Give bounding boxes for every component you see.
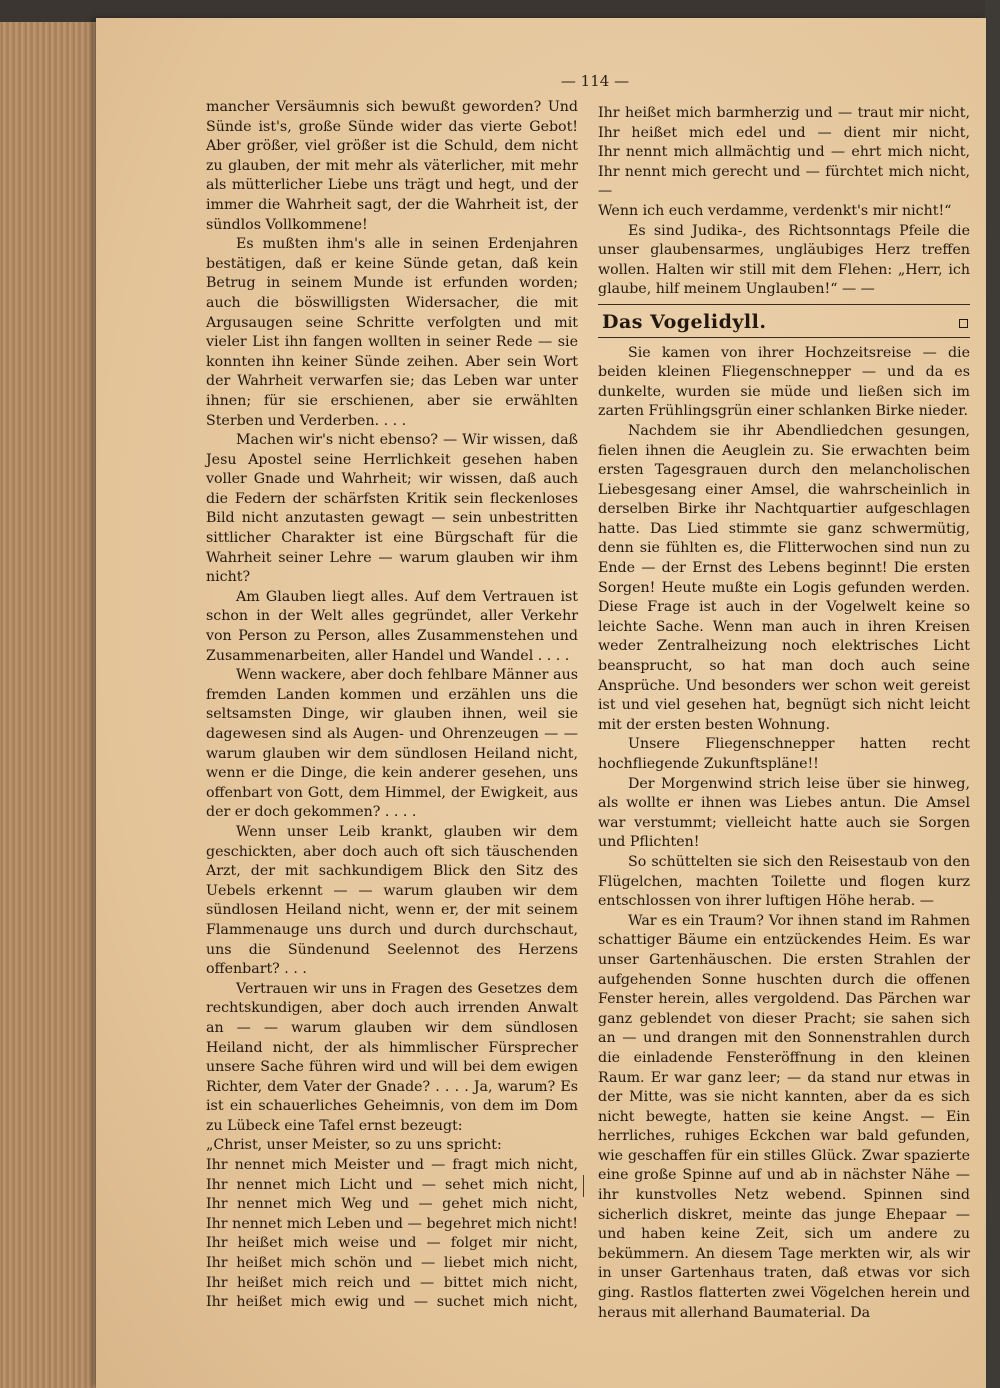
right-column [598, 104, 970, 1323]
paragraph: Es mußten ihm's alle in seinen Erdenjahren bestätigen, daß er keine Sünde getan, daß kein Betrug in seinem Munde ist erfunden worden; auch die böswilligsten Widersacher, die mit Argusaugen seine Schritte verfolgten und mit vieler List ihn fangen wollten in seiner Rede — sie konnten ihn keiner Sünde zeihen. Aber sein Wort der Wahrheit verwarfen sie; das Leben war unter ihnen; für sie erschienen, aber sie erwählten Sterben und Verderben. . . . [206, 236, 578, 429]
paragraph: Wenn wackere, aber doch fehlbare Männer aus fremden Landen kommen und erzählen uns die seltsamsten Dinge, wir glauben ihnen, weil sie dagewesen sind als Augen- und Ohrenzeugen — — warum glauben wir dem sündlosen Heiland nicht, wenn er die Dinge, die kein anderer gesehen, uns offenbart von Gott, dem Himmel, der Ewigkeit, aus der er doch gekommen? . . . . [206, 667, 578, 821]
verse-block [206, 1156, 578, 1313]
story-title [598, 309, 970, 335]
paragraph: Nachdem sie ihr Abendliedchen gesungen, fielen ihnen die Aeuglein zu. Sie erwachten beim ersten Tagesgrauen durch den melancholischen Liebesgesang einer Amsel, die wahrscheinlich in derselben Birke ihr Nachtquartier aufgeschlagen hatte. Das Lied stimmte sie ganz schwermütig, denn sie fühlten es, die Flitterwochen sind nun zu Ende — der Ernst des Lebens beginnt! Die ersten Sorgen! Heute mußte ein Logis gefunden werden. Diese Frage ist auch in der Vogelwelt keine so leichte Sache. Wenn man auch in ihren Kreisen weder Zentralheizung noch elektrisches Licht beansprucht, so hat man doch auch seine Ansprüche. Und besonders wer schon weit gereist ist und viel gesehen hat, begnügt sich nicht leicht mit der ersten besten Wohnung. [598, 422, 970, 733]
verse-block [598, 104, 970, 222]
verse-line: Ihr heißet mich edel und — dient mir nicht, [598, 124, 970, 141]
verse-line: Wenn ich euch verdamme, verdenkt's mir nicht!“ [598, 202, 952, 219]
verse-line: Ihr heißet mich schön und — liebet mich nicht, [206, 1255, 578, 1272]
paragraph: Unsere Fliegenschnepper hatten recht hochfliegende Zukunftspläne!! [598, 736, 970, 772]
paragraph: Am Glauben liegt alles. Auf dem Vertrauen ist schon in der Welt alles gegründet, aller Verkehr von Person zu Person, alles Zusammenstehen und Zusammenarbeiten, aller Handel und Wandel . . . . [206, 588, 578, 664]
section-divider [598, 337, 970, 338]
paragraph: Machen wir's nicht ebenso? — Wir wissen, daß Jesu Apostel seine Herrlichkeit gesehen haben voller Gnade und Wahrheit; wir wissen, daß auch die Federn der schärfsten Kritik sein fleckenloses Bild nicht anzutasten gewagt — sein unbestritten sittlicher Charakter ist eine Bürgschaft für die Wahrheit seiner Lehre — warum glauben wir ihm nicht? [206, 432, 578, 586]
paragraph: So schüttelten sie sich den Reisestaub von den Flügelchen, machten Toilette und flogen kurz entschlossen von ihrer luftigen Höhe herab. — [598, 853, 970, 910]
verse-line: Ihr nennt mich allmächtig und — ehrt mich nicht, [598, 144, 970, 161]
paragraph: Der Morgenwind strich leise über sie hinweg, als wollte er ihnen was Liebes antun. Die Amsel war verstummt; vielleicht hatte auch sie Sorgen und Pflichten! [598, 775, 970, 851]
verse-line: Ihr heißet mich ewig und — suchet mich nicht, [206, 1294, 578, 1311]
verse-line: Ihr heißet mich weise und — folget mir nicht, [206, 1235, 578, 1252]
verse-line: Ihr heißet mich barmherzig und — traut mir nicht, [598, 105, 970, 121]
closing-paragraph: Es sind Judika-, des Richtsonntags Pfeile die unser glaubensarmes, ungläubiges Herz treffen wollen. Halten wir still mit dem Flehen: „Herr, ich glaube, hilf meinem Unglauben!“ — — [598, 222, 970, 298]
paragraph: mancher Versäumnis sich bewußt geworden? Und Sünde ist's, große Sünde wider das vierte Gebot! Aber größer, viel größer ist die Schuld, dem nicht zu glauben, der mit mehr als väterlicher, mit mehr als mütterlicher Liebe uns trägt und hegt, und der immer die Wahrheit sagt, der die Wahrheit ist, der sündlos Vollkommene! [206, 99, 578, 233]
verse-line: Ihr nennet mich Leben und — begehret mich nicht! [206, 1215, 578, 1232]
paragraph: War es ein Traum? Vor ihnen stand im Rahmen schattiger Bäume ein entzückendes Heim. Es war unser Gartenhäuschen. Die ersten Strahlen der aufgehenden Sonne huschten durch die offenen Fenster herein, alles vergoldend. Das Pärchen war ganz geblendet von dieser Pracht; sie sahen sich an — und drangen mit den Sonnenstrahlen durch die einladende Fensteröffnung in den kleinen Raum. Er war ganz leer; — da stand nur etwas in der Mitte, was sie nicht kannten, aber da es sich nicht bewegte, hatten sie keine Angst. — Ein herrliches, ruhiges Eckchen war bald gefunden, wie geschaffen für ein stilles Glück. Zwar spazierte eine große Spinne auf und ab in nächster Nähe — ihr kunstvolles Netz webend. Spinnen sind sicherlich diskret, meinte das junge Ehepaar — und haben keine Zeit, sich um andere zu bekümmern. An diesem Tage merkten wir, als wir in unser Gartenhaus traten, daß etwas vor sich ging. Rastlos flatterten zwei Vögelchen herein und heraus mit allerhand Baumaterial. Da [598, 912, 970, 1321]
page-number: — 114 — [560, 72, 630, 90]
paragraph: Vertrauen wir uns in Fragen des Gesetzes dem rechtskundigen, aber doch auch irrenden Anwalt an — — warum glauben wir dem sündlosen Heiland nicht, der als himmlischer Fürsprecher unsere Sache führen wird und will bei dem ewigen Richter, dem Vater der Gnade? . . . . Ja, warum? Es ist ein schauerliches Geheimnis, von dem im Dom zu Lübeck eine Tafel ernst bezeugt: [206, 980, 578, 1134]
ornament-box-icon [959, 319, 968, 328]
story-title-text: Das Vogelidyll. [602, 310, 767, 333]
paragraph: Wenn unser Leib krankt, glauben wir dem geschickten, aber doch auch oft sich täuschenden Arzt, der mit sachkundigem Blick den Sitz des Uebels erkennt — — warum glauben wir dem sündlosen Heiland nicht, wenn er, der mit seinem Flammenauge uns durch und durch durchschaut, uns die Sündenund Seelennot des Herzens offenbart? . . . [206, 823, 578, 978]
section-divider [598, 304, 970, 305]
paragraph: Sie kamen von ihrer Hochzeitsreise — die beiden kleinen Fliegenschnepper — und da es dunkelte, wurden sie müde und ließen sich im zarten Frühlingsgrün einer schlanken Birke nieder. [598, 344, 970, 420]
margin-mark [583, 1175, 584, 1197]
verse-intro: „Christ, unser Meister, so zu uns spricht: [206, 1137, 502, 1154]
verse-line: Ihr nennt mich gerecht und — fürchtet mich nicht, — [598, 163, 970, 200]
verse-line: Ihr nennet mich Meister und — fragt mich nicht, [206, 1157, 578, 1174]
verse-line: Ihr nennet mich Weg und — gehet mich nicht, [206, 1196, 578, 1213]
left-column [206, 98, 578, 1313]
verse-line: Ihr nennet mich Licht und — sehet mich nicht, [206, 1176, 578, 1193]
book-cover-edge [985, 0, 1000, 1388]
verse-line: Ihr heißet mich reich und — bittet mich nicht, [206, 1274, 578, 1291]
